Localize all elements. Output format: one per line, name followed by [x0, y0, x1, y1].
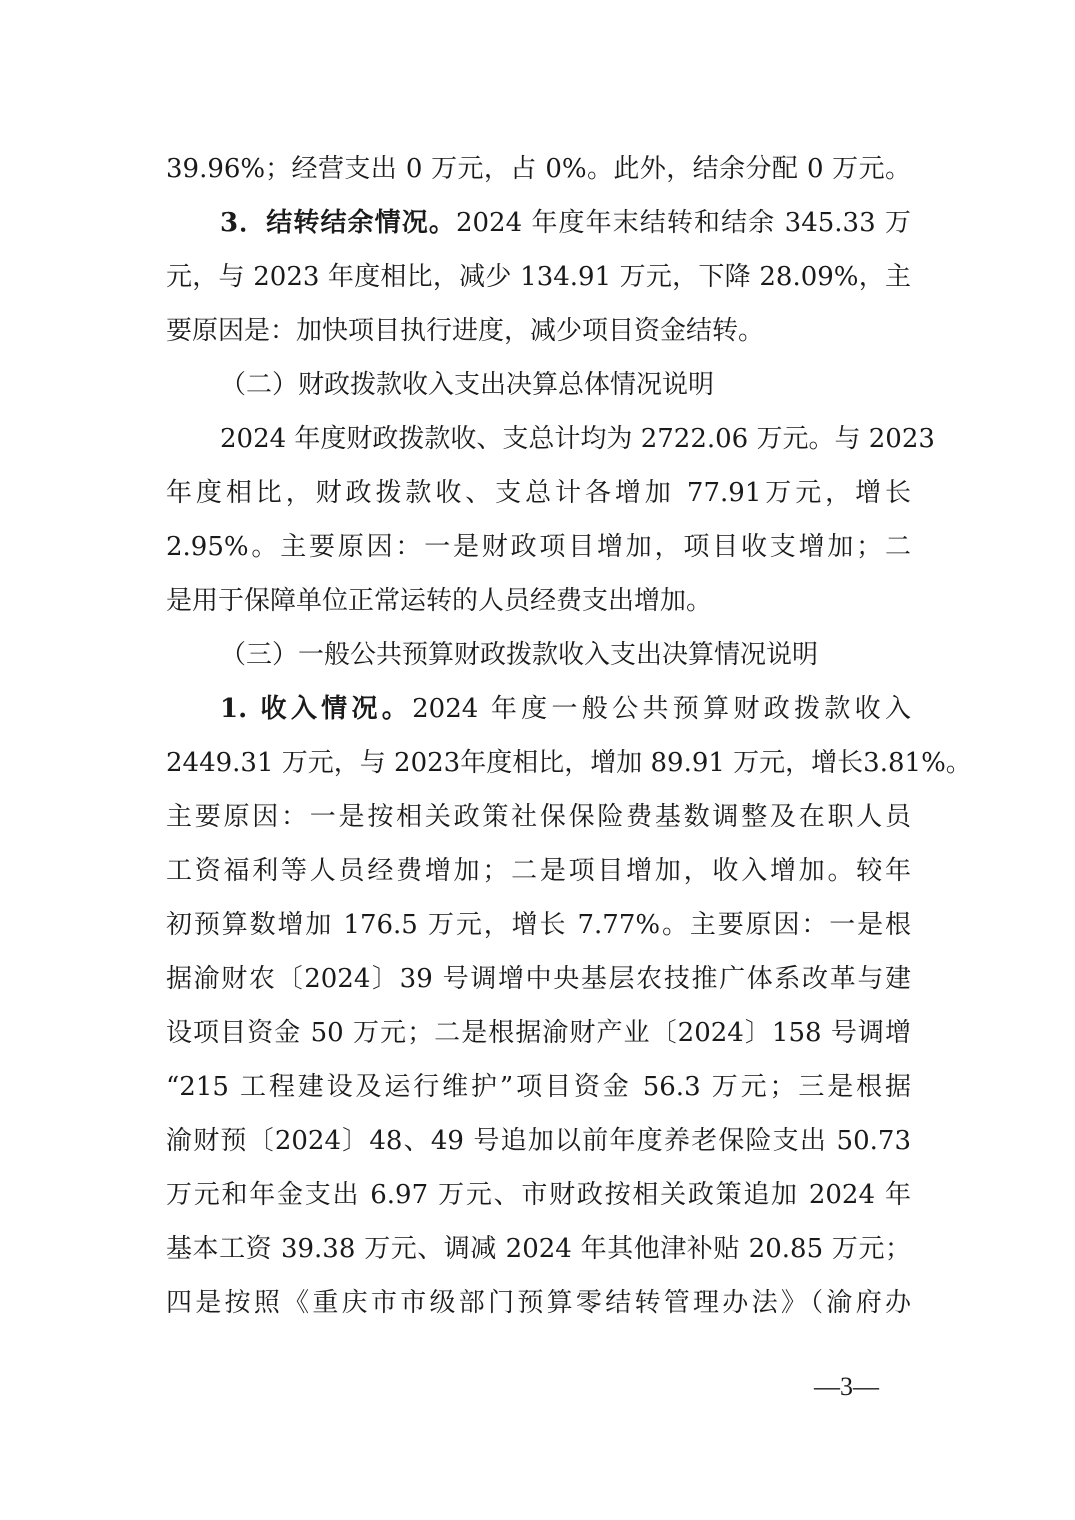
text-line: 要原因是：加快项目执行进度，减少项目资金结转。	[166, 316, 765, 346]
section-lead: 1. 收入情况。	[220, 694, 413, 724]
text-line	[166, 196, 911, 250]
text-line: 年度相比，财政拨款收、支总计各增加 77.91万元，增长	[166, 478, 911, 508]
text-line: 四是按照《重庆市市级部门预算零结转管理办法》（渝府办	[166, 1288, 911, 1318]
text-line: 万元和年金支出 6.97 万元、市财政按相关政策追加 2024 年	[166, 1180, 911, 1210]
text-line: 渝财预〔2024〕48、49 号追加以前年度养老保险支出 50.73	[166, 1126, 911, 1156]
text-line: 2024 年度财政拨款收、支总计均为 2722.06 万元。与 2023	[220, 424, 935, 454]
text-line: 元，与 2023 年度相比，减少 134.91 万元，下降 28.09%，主	[166, 262, 911, 292]
section-heading: （三）一般公共预算财政拨款收入支出决算情况说明	[220, 640, 819, 670]
text-line	[166, 682, 911, 736]
text-line: 是用于保障单位正常运转的人员经费支出增加。	[166, 586, 713, 616]
text-run: 2024 年度一般公共预算财政拨款收入	[412, 694, 911, 724]
text-line: 工资福利等人员经费增加；二是项目增加，收入增加。较年	[166, 856, 911, 886]
section-heading: （二）财政拨款收入支出决算总体情况说明	[220, 370, 715, 400]
text-line: 2449.31 万元，与 2023年度相比，增加 89.91 万元，增长3.81%。	[166, 748, 972, 778]
text-line: 设项目资金 50 万元；二是根据渝财产业〔2024〕158 号调增	[166, 1018, 911, 1048]
page-number: —3—	[814, 1372, 879, 1401]
text-line: 基本工资 39.38 万元、调减 2024 年其他津补贴 20.85 万元；	[166, 1234, 911, 1264]
document-body	[166, 142, 972, 1330]
text-line: 初预算数增加 176.5 万元，增长 7.77%。主要原因：一是根	[166, 910, 911, 940]
text-run: 2024 年度年末结转和结余 345.33 万	[455, 208, 911, 238]
text-line: 39.96%；经营支出 0 万元，占 0%。此外，结余分配 0 万元。	[166, 154, 911, 184]
section-lead: 3．结转结余情况。	[220, 208, 456, 238]
text-line: 主要原因：一是按相关政策社保保险费基数调整及在职人员	[166, 802, 911, 832]
text-line: 据渝财农〔2024〕39 号调增中央基层农技推广体系改革与建	[166, 964, 911, 994]
text-line: “215 工程建设及运行维护”项目资金 56.3 万元；三是根据	[166, 1072, 911, 1102]
text-line: 2.95%。主要原因：一是财政项目增加，项目收支增加；二	[166, 532, 911, 562]
